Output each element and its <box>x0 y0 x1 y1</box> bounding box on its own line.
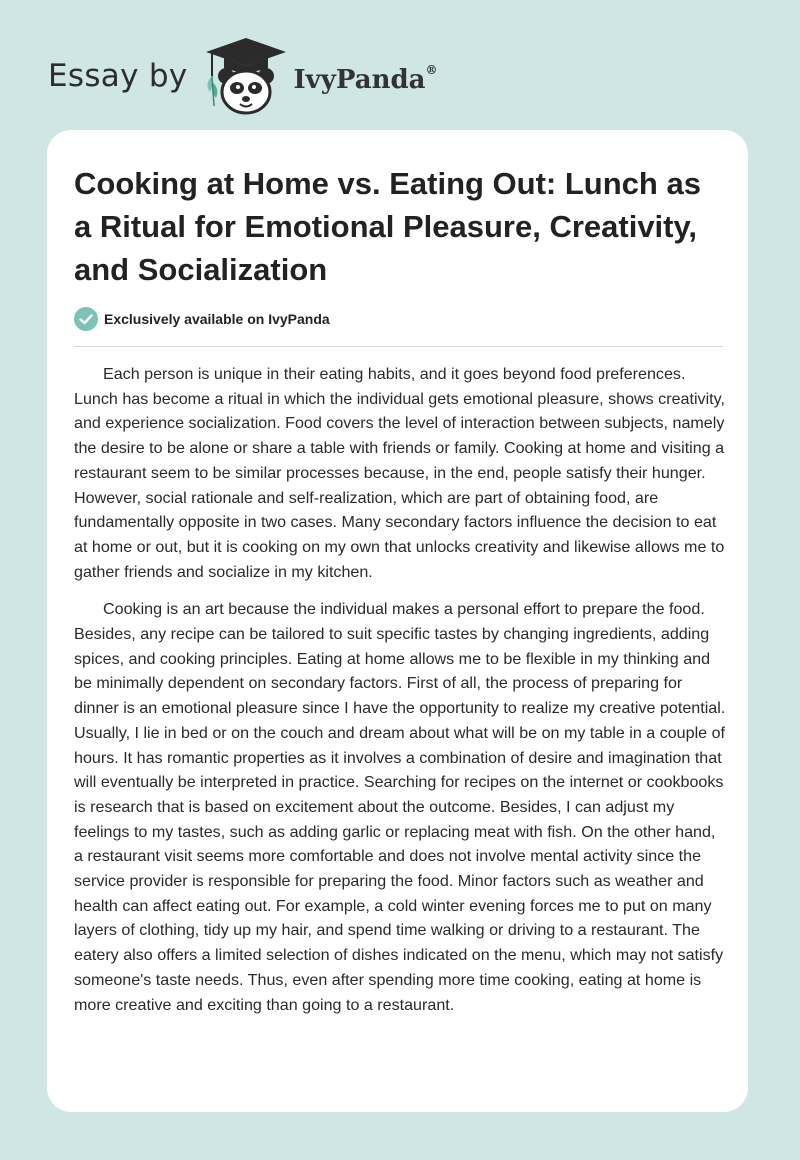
essay-title: Cooking at Home vs. Eating Out: Lunch as a Ritual for Emotional Pleasure, Creativity, and Socialization <box>74 166 701 287</box>
panda-graduation-cap-icon[interactable] <box>200 36 292 116</box>
essay-card <box>47 130 748 1112</box>
site-header <box>48 36 508 116</box>
exclusive-badge <box>74 306 330 332</box>
exclusive-badge-label: Exclusively available on IvyPanda <box>104 311 330 327</box>
essay-body <box>74 362 727 1030</box>
divider <box>74 346 723 347</box>
check-circle-icon <box>74 307 98 331</box>
essay-paragraph: Cooking is an art because the individual makes a personal effort to prepare the food. Besides, any recipe can be tailored to suit specific tastes by changing ingredients, adding spices, and cooking principles. Eating at home allows me to be flexible in my thinking and be minimally dependent on secondary factors. First of all, the process of preparing for dinner is an emotional pleasure since I have the opportunity to realize my creative potential. Usually, I lie in bed or on the couch and dream about what will be on my table in a couple of hours. It has romantic properties as it involves a combination of desire and imagination that will eventually be interpreted in practice. Searching for recipes on the internet or cookbooks is research that is based on excitement about the outcome. Besides, I can adjust my feelings to my tastes, such as adding garlic or replacing meat with fish. On the other hand, a restaurant visit seems more comfortable and does not involve mental activity since the service provider is responsible for preparing the food. Minor factors such as weather and health can affect eating out. For example, a cold winter evening forces me to put on many layers of clothing, tidy up my hair, and spend time walking or driving to a restaurant. The eatery also offers a limited selection of dishes indicated on the menu, which may not satisfy someone's taste needs. Thus, even after spending more time cooking, eating at home is more creative and exciting than going to a restaurant. <box>74 600 726 1014</box>
essay-by-label: Essay by <box>48 57 188 94</box>
registered-mark: ® <box>425 63 438 78</box>
essay-paragraph: Each person is unique in their eating habits, and it goes beyond food preferences. Lunch has become a ritual in which the individual gets emotional pleasure, shows creativity, and experience socialization. Food covers the level of interaction between subjects, namely the desire to be alone or share a table with friends or family. Cooking at home and visiting a restaurant seem to be similar processes because, in the end, people satisfy their hunger. However, social rationale and self-realization, which are part of obtaining food, are fundamentally opposite in two cases. Many secondary factors influence the decision to eat at home or out, but it is cooking on my own that unlocks creativity and likewise allows me to gather friends and socialize in my kitchen. <box>74 365 725 581</box>
brand-name[interactable] <box>293 63 438 95</box>
brand-label: IvyPanda <box>293 65 426 95</box>
